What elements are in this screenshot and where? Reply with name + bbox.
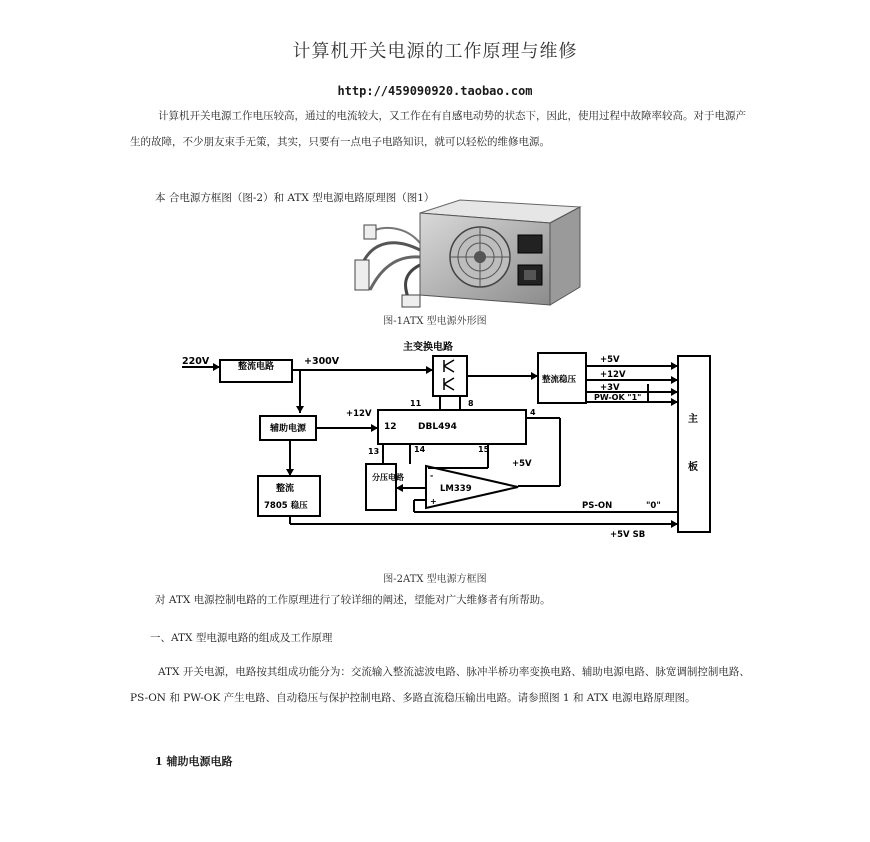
v300-label: +300V	[304, 356, 340, 367]
pin-8-label: 8	[468, 399, 474, 408]
atx-block-diagram	[178, 338, 718, 548]
ps-on-label: PS-ON	[582, 501, 613, 511]
pin-12-label: 12	[384, 422, 397, 432]
v5sb-label: +5V SB	[610, 530, 646, 540]
rectifier-label: 整流电路	[238, 362, 275, 372]
mainboard-label-bottom: 板	[688, 462, 698, 473]
pin-4-label: 4	[530, 408, 536, 417]
figure-1-caption: 图-1ATX 型电源外形图	[383, 316, 487, 327]
comparator-label: LM339	[440, 484, 472, 494]
pin-15-label: 15	[478, 445, 490, 454]
comparator-minus: -	[430, 471, 434, 480]
controller-label: DBL494	[418, 422, 457, 432]
purpose-line: 对 ATX 电源控制电路的工作原理进行了较详细的阐述，望能对广大维修者有所帮助。	[155, 594, 551, 606]
document-url: http://459090920.taobao.com	[337, 84, 533, 98]
document-title: 计算机开关电源的工作原理与维修	[292, 41, 578, 62]
figure-2-caption: 图-2ATX 型电源方框图	[383, 574, 487, 585]
pin-14-label: 14	[414, 445, 426, 454]
pin-11-label: 11	[410, 399, 422, 408]
out-3v-label: +3V	[600, 383, 620, 393]
pw-ok-label: PW-OK "1"	[594, 393, 642, 402]
pin-13-label: 13	[368, 447, 380, 456]
aux-12v-label: +12V	[346, 409, 372, 419]
main-converter-label: 主变换电路	[403, 342, 453, 353]
section-1-paragraph: ATX 开关电源，电路按其组成功能分为：交流输入整流滤波电路、脉冲半桥功率变换电路、辅助电源电路、脉宽调制控制电路、PS-ON 和 PW-OK 产生电路、自动稳压与保护控制电路、多路直流稳压输出电路。请参照图 1 和 ATX 电源电路原理图。	[130, 666, 750, 704]
ps-on-value-label: "0"	[646, 501, 661, 511]
aux-power-label: 辅助电源	[270, 424, 307, 434]
section-1-title: 一、ATX 型电源电路的组成及工作原理	[150, 632, 333, 644]
divider-label: 分压电路	[372, 473, 404, 482]
ref-5v-label: +5V	[512, 459, 532, 469]
comparator-plus: +	[430, 497, 437, 506]
input-220v-label: 220V	[182, 356, 210, 367]
figure-reference-line: 本 合电源方框图（图-2）和 ATX 型电源电路原理图（图1）	[155, 192, 435, 204]
mainboard-label-top: 主	[688, 414, 698, 425]
atx-power-supply-photo	[350, 195, 590, 310]
out-12v-label: +12V	[600, 370, 626, 380]
output-rectifier-label: 整流稳压	[542, 375, 577, 385]
reg7805-rect-label: 整流	[276, 484, 295, 494]
out-5v-label: +5V	[600, 355, 620, 365]
intro-paragraph: 计算机开关电源工作电压较高，通过的电流较大，又工作在有自感电动势的状态下，因此，使用过程中故障率较高。对于电源产生的故障，不少朋友束手无策，其实，只要有一点电子电路知识，就可以轻松的维修电源。	[130, 110, 746, 148]
reg7805-label: 7805 稳压	[264, 501, 308, 511]
subsection-1-title: 1 辅助电源电路	[155, 755, 233, 768]
